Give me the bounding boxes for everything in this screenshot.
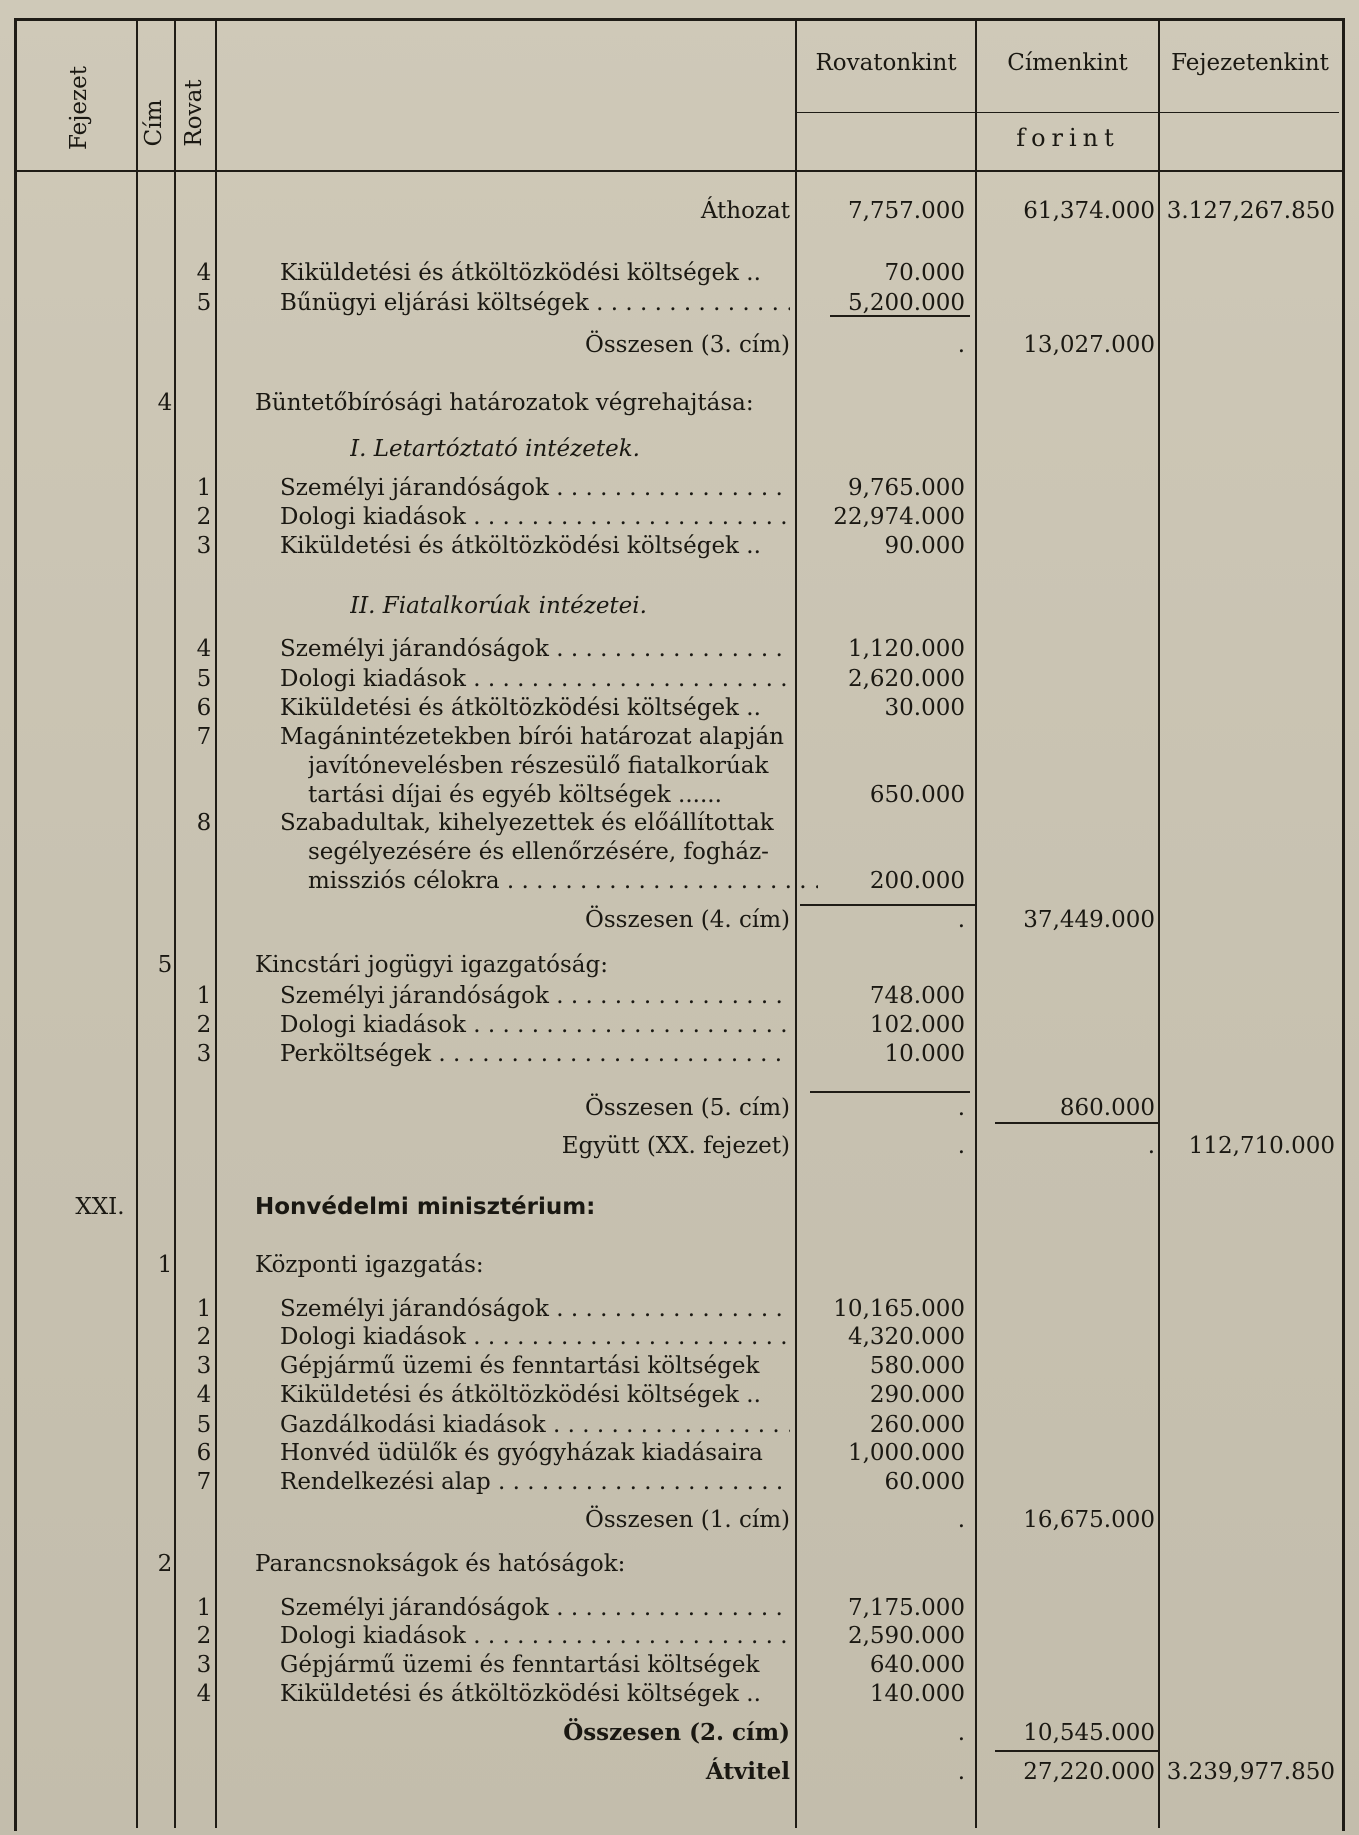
table-row — [0, 1039, 1359, 1069]
item-label: Összesen (2. cím) — [563, 1719, 790, 1746]
item-label: Kiküldetési és átköltözködési költségek .. — [280, 1681, 761, 1707]
rovat-cell: 5 — [196, 666, 212, 692]
item-label: Kiküldetési és átköltözködési költségek .. — [280, 533, 761, 559]
fejezet-cell: XXI. — [75, 1194, 125, 1220]
rovatonkint-cell: 748.000 — [869, 983, 965, 1009]
rovatonkint-cell: 2,590.000 — [847, 1623, 965, 1649]
rovat-cell: 7 — [196, 1469, 212, 1495]
table-row — [0, 693, 1359, 723]
item-label: Személyi járandóságok . . . — [280, 1593, 790, 1623]
table-row — [0, 1250, 1359, 1280]
item-label: I. Letartóztató intézetek. — [350, 436, 640, 462]
rovat-cell: 1 — [196, 983, 212, 1009]
rovatonkint-cell: . — [957, 1507, 965, 1533]
header-bottom-rule — [14, 170, 1342, 172]
item-label: Honvéd üdülők és gyógyházak kiadásaira — [280, 1440, 763, 1466]
rovat-cell: 6 — [196, 1440, 212, 1466]
rovat-cell: 1 — [196, 475, 212, 501]
table-row — [0, 751, 1359, 781]
rovatonkint-cell: 7,175.000 — [847, 1595, 965, 1621]
rovatonkint-cell: 10,165.000 — [833, 1296, 965, 1322]
table-row — [0, 502, 1359, 532]
table-row — [0, 531, 1359, 561]
cim-cell: 2 — [157, 1551, 173, 1577]
item-label: Kiküldetési és átköltözködési költségek .. — [280, 695, 761, 721]
rovat-cell: 2 — [196, 1012, 212, 1038]
sum-rule — [995, 1750, 1160, 1752]
item-label: Bűnügyi eljárási költségek . . . — [280, 288, 790, 318]
item-label: Személyi járandóságok . . . — [280, 1294, 790, 1324]
rovatonkint-cell: 290.000 — [869, 1382, 965, 1408]
rovatonkint-cell: 30.000 — [884, 695, 965, 721]
table-row — [0, 1467, 1359, 1497]
table-row — [0, 780, 1359, 810]
rovat-cell: 2 — [196, 1623, 212, 1649]
header-rovat: Rovat — [181, 79, 207, 147]
rovat-cell: 3 — [196, 1041, 212, 1067]
rovat-cell: 1 — [196, 1595, 212, 1621]
item-label: Perköltségek . . . — [280, 1039, 790, 1069]
item-label: Áthozat — [700, 198, 790, 224]
item-label: Kiküldetési és átköltözködési költségek .. — [280, 1382, 761, 1408]
item-label: missziós célokra . . . — [308, 866, 818, 896]
rovat-cell: 5 — [196, 290, 212, 316]
cimenkint-cell: 61,374.000 — [1023, 198, 1155, 224]
rovat-cell: 3 — [196, 1652, 212, 1678]
fejezetenkint-cell: 3.127,267.850 — [1166, 198, 1335, 224]
header-fejezet: Fejezet — [66, 65, 92, 151]
table-row — [0, 1351, 1359, 1381]
item-label: Magánintézetekben bírói határozat alapján — [280, 724, 784, 750]
table-row — [0, 722, 1359, 752]
rovatonkint-cell: 580.000 — [869, 1353, 965, 1379]
rovatonkint-cell: 650.000 — [869, 782, 965, 808]
table-row — [0, 1438, 1359, 1468]
rovatonkint-cell: 7,757.000 — [847, 198, 965, 224]
table-row — [0, 1679, 1359, 1709]
rovat-cell: 6 — [196, 695, 212, 721]
cimenkint-cell: 10,545.000 — [1023, 1720, 1155, 1746]
table-row — [0, 258, 1359, 288]
table-row — [0, 196, 1359, 226]
table-row — [0, 905, 1359, 935]
rovatonkint-cell: . — [957, 1095, 965, 1121]
header-fejezetenkint: Fejezetenkint — [1171, 50, 1329, 76]
item-label: Honvédelmi minisztérium: — [255, 1194, 596, 1220]
table-row — [0, 473, 1359, 503]
table-row — [0, 1621, 1359, 1651]
rovatonkint-cell: . — [957, 907, 965, 933]
rovatonkint-cell: 90.000 — [884, 533, 965, 559]
rovat-cell: 7 — [196, 724, 212, 750]
table-row — [0, 1593, 1359, 1623]
item-label: Összesen (5. cím) — [585, 1095, 790, 1121]
table-row — [0, 634, 1359, 664]
item-label: Dologi kiadások . . . — [280, 502, 790, 532]
table-row — [0, 808, 1359, 838]
rovatonkint-cell: 102.000 — [869, 1012, 965, 1038]
item-label: Kincstári jogügyi igazgatóság: — [255, 952, 608, 978]
item-label: Központi igazgatás: — [255, 1252, 484, 1278]
rovat-cell: 3 — [196, 1353, 212, 1379]
table-row — [0, 981, 1359, 1011]
table-row — [0, 330, 1359, 360]
rovatonkint-cell: 4,320.000 — [847, 1324, 965, 1350]
item-label: Összesen (1. cím) — [585, 1507, 790, 1533]
cim-cell: 5 — [157, 952, 173, 978]
fejezetenkint-cell: 112,710.000 — [1188, 1133, 1335, 1159]
cimenkint-cell: 860.000 — [1059, 1095, 1155, 1121]
item-label: Együtt (XX. fejezet) — [561, 1133, 790, 1159]
rovat-cell: 4 — [196, 636, 212, 662]
table-row — [0, 1505, 1359, 1535]
rovatonkint-cell: 2,620.000 — [847, 666, 965, 692]
item-label: tartási díjai és egyéb költségek ...... — [308, 782, 722, 808]
item-label: Gépjármű üzemi és fenntartási költségek — [280, 1652, 760, 1678]
table-row — [0, 434, 1359, 464]
table-row — [0, 288, 1359, 318]
item-label: Összesen (4. cím) — [585, 907, 790, 933]
table-row — [0, 1192, 1359, 1222]
item-label: Büntetőbírósági határozatok végrehajtása: — [255, 390, 754, 416]
rovatonkint-cell: 1,120.000 — [847, 636, 965, 662]
item-label: Dologi kiadások . . . — [280, 1322, 790, 1352]
cimenkint-cell: 13,027.000 — [1023, 332, 1155, 358]
unit-rule — [797, 112, 1339, 113]
table-row — [0, 1549, 1359, 1579]
cimenkint-cell: 27,220.000 — [1023, 1759, 1155, 1785]
table-row — [0, 1757, 1359, 1787]
item-label: segélyezésére és ellenőrzésére, fogház- — [308, 839, 769, 865]
rovatonkint-cell: 260.000 — [869, 1412, 965, 1438]
item-label: II. Fiatalkorúak intézetei. — [350, 593, 647, 619]
table-row — [0, 837, 1359, 867]
rovat-cell: 2 — [196, 1324, 212, 1350]
cimenkint-cell: 16,675.000 — [1023, 1507, 1155, 1533]
item-label: Átvitel — [705, 1758, 790, 1785]
rovatonkint-cell: 5,200.000 — [847, 290, 965, 316]
rovat-cell: 4 — [196, 260, 212, 286]
rovatonkint-cell: . — [957, 332, 965, 358]
item-label: Dologi kiadások . . . — [280, 1621, 790, 1651]
cim-cell: 1 — [157, 1252, 173, 1278]
item-label: Dologi kiadások . . . — [280, 1010, 790, 1040]
cimenkint-cell: . — [1147, 1133, 1155, 1159]
rovat-cell: 5 — [196, 1412, 212, 1438]
item-label: Dologi kiadások . . . — [280, 664, 790, 694]
table-row — [0, 1294, 1359, 1324]
table-row — [0, 866, 1359, 896]
item-label: Gazdálkodási kiadások . . . — [280, 1410, 790, 1440]
cimenkint-cell: 37,449.000 — [1023, 907, 1155, 933]
header-rovatonkint: Rovatonkint — [815, 50, 957, 76]
rovatonkint-cell: 22,974.000 — [833, 504, 965, 530]
item-label: Szabadultak, kihelyezettek és előállítottak — [280, 810, 774, 836]
table-row — [0, 1718, 1359, 1748]
table-row — [0, 388, 1359, 418]
table-row — [0, 1093, 1359, 1123]
item-label: Személyi járandóságok . . . — [280, 634, 790, 664]
item-label: Rendelkezési alap . . . — [280, 1467, 790, 1497]
header-cim: Cím — [141, 99, 167, 147]
item-label: Személyi járandóságok . . . — [280, 981, 790, 1011]
rovatonkint-cell: . — [957, 1759, 965, 1785]
item-label: Parancsnokságok és hatóságok: — [255, 1551, 626, 1577]
item-label: Kiküldetési és átköltözködési költségek .. — [280, 260, 761, 286]
table-row — [0, 1380, 1359, 1410]
rovat-cell: 8 — [196, 810, 212, 836]
rovatonkint-cell: 70.000 — [884, 260, 965, 286]
fejezetenkint-cell: 3.239,977.850 — [1166, 1759, 1335, 1785]
rovatonkint-cell: 200.000 — [869, 868, 965, 894]
table-row — [0, 664, 1359, 694]
item-label: javítónevelésben részesülő fiatalkorúak — [308, 753, 769, 779]
rovatonkint-cell: 10.000 — [884, 1041, 965, 1067]
cim-cell: 4 — [157, 390, 173, 416]
table-row — [0, 950, 1359, 980]
item-label: Személyi járandóságok . . . — [280, 473, 790, 503]
rovatonkint-cell: 1,000.000 — [847, 1440, 965, 1466]
table-row — [0, 1410, 1359, 1440]
header-cimenkint: Címenkint — [1007, 50, 1128, 76]
rovatonkint-cell: . — [957, 1133, 965, 1159]
table-row — [0, 591, 1359, 621]
table-row — [0, 1322, 1359, 1352]
rovat-cell: 2 — [196, 504, 212, 530]
table-row — [0, 1650, 1359, 1680]
rovatonkint-cell: 60.000 — [884, 1469, 965, 1495]
rovat-cell: 3 — [196, 533, 212, 559]
rovat-cell: 4 — [196, 1382, 212, 1408]
rovatonkint-cell: . — [957, 1720, 965, 1746]
header-unit: forint — [1016, 124, 1120, 152]
item-label: Gépjármű üzemi és fenntartási költségek — [280, 1353, 760, 1379]
table-row — [0, 1010, 1359, 1040]
rovat-cell: 4 — [196, 1681, 212, 1707]
rovatonkint-cell: 140.000 — [869, 1681, 965, 1707]
rovat-cell: 1 — [196, 1296, 212, 1322]
rovatonkint-cell: 9,765.000 — [847, 475, 965, 501]
item-label: Összesen (3. cím) — [585, 332, 790, 358]
rovatonkint-cell: 640.000 — [869, 1652, 965, 1678]
table-row — [0, 1131, 1359, 1161]
